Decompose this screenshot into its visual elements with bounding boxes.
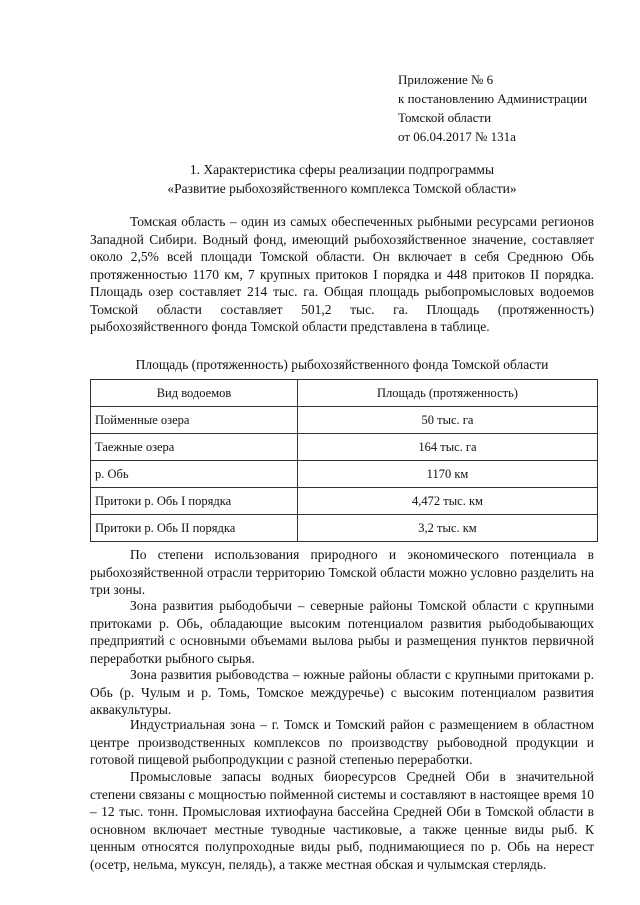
water-body-area: 4,472 тыс. км [298, 488, 598, 515]
water-body-type: Таежные озера [91, 434, 298, 461]
heading-line: 1. Характеристика сферы реализации подпрограммы [189, 162, 495, 177]
fund-table [90, 379, 598, 542]
water-body-type: р. Обь [91, 461, 298, 488]
water-body-area: 50 тыс. га [298, 407, 598, 434]
water-body-type: Пойменные озера [91, 407, 298, 434]
section-heading [90, 160, 594, 198]
table-row [91, 461, 598, 488]
water-body-type: Притоки р. Обь I порядка [91, 488, 298, 515]
industrial-zone-paragraph: Индустриальная зона – г. Томск и Томский район с размещением в областном центре производственных комплексов по производству рыбоводной продукции и готовой пищевой рыбопродукции с разной степенью переработки. [90, 717, 594, 767]
table-header-row [91, 380, 598, 407]
intro-paragraph: Томская область – один из самых обеспеченных рыбными ресурсами регионов Западной Сибири. Водный фонд, имеющий рыбохозяйственное значение, составляет около 2,5% всей площади Томской области. Он включает в себя Среднюю Обь протяженностью 1170 км, 7 крупных притоков I порядка и 448 притоков II порядка. Площадь озер составляет 214 тыс. га. Общая площадь рыбопромысловых водоемов Томской области составляет 501,2 тыс. га. Площадь (протяженность) рыбохозяйственного фонда Томской области представлена в таблице. [90, 214, 594, 334]
water-body-area: 164 тыс. га [298, 434, 598, 461]
table-row [91, 407, 598, 434]
column-header: Вид водоемов [91, 380, 298, 407]
approval-line: Приложение № 6 [398, 72, 494, 87]
approval-block [398, 70, 587, 146]
water-body-type: Притоки р. Обь II порядка [91, 515, 298, 542]
zones-paragraph: По степени использования природного и экономического потенциала в рыбохозяйственной отрасли территорию Томской области можно условно разделить на три зоны. [90, 547, 594, 597]
table-row [91, 434, 598, 461]
table-row [91, 488, 598, 515]
stocks-paragraph: Промысловые запасы водных биоресурсов Средней Оби в значительной степени связаны с мощностью пойменной системы и составляют в настоящее время 10 – 12 тыс. тонн. Промысловая ихтиофауна бассейна Средней Оби в Томской области в основном включает местные туводные частиковые, а также ценные виды рыб. К ценным относятся полупроходные виды рыб, поднимающиеся по р. Обь на нерест (осетр, нельма, муксун, пелядь), а также местная обская и чулымская стерлядь. [90, 769, 594, 872]
heading-line: «Развитие рыбохозяйственного комплекса Томской области» [167, 181, 517, 196]
table-row [91, 515, 598, 542]
water-body-area: 1170 км [298, 461, 598, 488]
water-body-area: 3,2 тыс. км [298, 515, 598, 542]
approval-line: к постановлению Администрации [398, 91, 588, 106]
table-caption: Площадь (протяженность) рыбохозяйственного фонда Томской области [135, 357, 549, 372]
approval-line: Томской области [398, 110, 492, 125]
fishing-zone-paragraph: Зона развития рыбодобычи – северные районы Томской области с крупными притоками р. Обь, обладающие высоким потенциалом развития рыбодобывающих предприятий с основными объемами вылова рыбы и размещения пунктов первичной переработки рыбного сырья. [90, 598, 594, 666]
column-header: Площадь (протяженность) [298, 380, 598, 407]
approval-date: от 06.04.2017 № 131а [398, 129, 516, 144]
aquaculture-zone-paragraph: Зона развития рыбоводства – южные районы области с крупными притоками р. Обь (р. Чулым и р. Томь, Томское междуречье) с высоким потенциалом развития аквакультуры. [90, 667, 594, 717]
